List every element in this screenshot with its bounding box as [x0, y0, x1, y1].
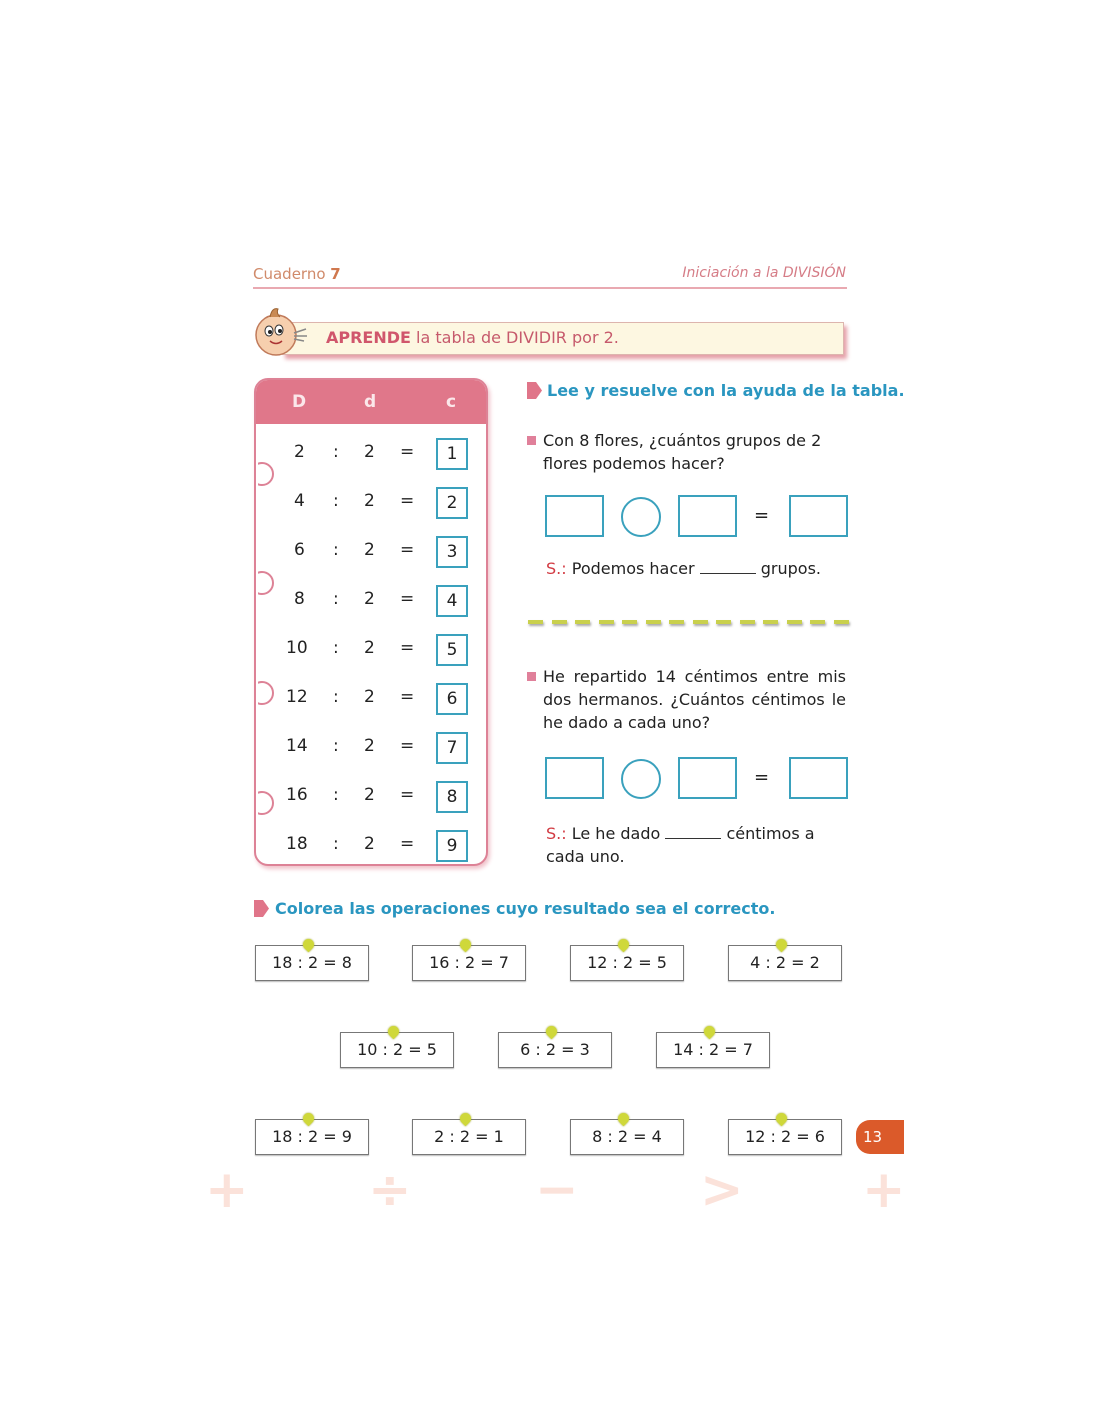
divider-dash: [693, 620, 708, 624]
problem1-solution: [546, 559, 821, 578]
cell-quotient: 7: [436, 732, 468, 764]
math-symbol-decoration: ÷: [368, 1160, 412, 1220]
divider-dash: [528, 620, 543, 624]
cell-quotient: 1: [436, 438, 468, 470]
table-row: [256, 434, 486, 474]
learn-banner-bold: APRENDE: [326, 328, 411, 347]
problem2-question: He repartido 14 céntimos entre mis dos hermanos. ¿Cuántos céntimos le he dado a cada uno?: [543, 667, 846, 732]
notebook-number: 7: [330, 265, 341, 283]
solution-label: S.:: [546, 559, 567, 578]
table-header: [256, 380, 486, 424]
cell-operator: :: [333, 687, 339, 707]
cell-dividend: 8: [294, 589, 305, 609]
table-row: [256, 483, 486, 523]
answer-circle-operator[interactable]: [621, 497, 661, 537]
divider-dash: [740, 620, 755, 624]
instruction-arrow-icon: [527, 382, 542, 399]
cell-operator: :: [333, 491, 339, 511]
cell-operator: :: [333, 785, 339, 805]
notebook-label: [253, 265, 341, 283]
cell-equals: =: [400, 834, 415, 854]
cell-quotient: 3: [436, 536, 468, 568]
cell-operator: :: [333, 589, 339, 609]
cell-equals: =: [400, 589, 415, 609]
table-row: [256, 777, 486, 817]
operation-note[interactable]: 12 : 2 = 5: [570, 945, 684, 981]
operation-note[interactable]: 4 : 2 = 2: [728, 945, 842, 981]
divider-dash: [810, 620, 825, 624]
operation-note[interactable]: 16 : 2 = 7: [412, 945, 526, 981]
cell-equals: =: [400, 491, 415, 511]
cell-operator: :: [333, 540, 339, 560]
cell-divisor: 2: [364, 442, 375, 462]
operation-note[interactable]: 14 : 2 = 7: [656, 1032, 770, 1068]
header-divisor: d: [364, 392, 377, 412]
cell-dividend: 2: [294, 442, 305, 462]
cell-quotient: 6: [436, 683, 468, 715]
notebook-label-text: Cuaderno: [253, 265, 326, 283]
answer-box-divisor[interactable]: [678, 757, 737, 799]
cell-divisor: 2: [364, 785, 375, 805]
table-row: [256, 728, 486, 768]
problem2-solution: [546, 822, 846, 868]
divider-dash: [763, 620, 778, 624]
operation-note[interactable]: 6 : 2 = 3: [498, 1032, 612, 1068]
operation-note[interactable]: 12 : 2 = 6: [728, 1119, 842, 1155]
cell-quotient: 5: [436, 634, 468, 666]
answer-box-result[interactable]: [789, 757, 848, 799]
answer-circle-operator[interactable]: [621, 759, 661, 799]
cell-dividend: 6: [294, 540, 305, 560]
cell-equals: =: [400, 736, 415, 756]
divider-dash: [787, 620, 802, 624]
divider-dash: [622, 620, 637, 624]
operation-note[interactable]: 18 : 2 = 8: [255, 945, 369, 981]
cell-equals: =: [400, 785, 415, 805]
table-row: [256, 581, 486, 621]
cell-quotient: 2: [436, 487, 468, 519]
solution-text-before: Podemos hacer: [571, 559, 695, 578]
divider-dash: [599, 620, 614, 624]
divider-dash: [834, 620, 849, 624]
operation-note[interactable]: 18 : 2 = 9: [255, 1119, 369, 1155]
cell-dividend: 4: [294, 491, 305, 511]
learn-banner-text: [326, 328, 619, 347]
cell-operator: :: [333, 638, 339, 658]
cell-equals: =: [400, 687, 415, 707]
cell-operator: :: [333, 736, 339, 756]
divider-dash: [669, 620, 684, 624]
cell-quotient: 8: [436, 781, 468, 813]
bullet-icon: [527, 672, 536, 681]
divider-dash: [552, 620, 567, 624]
divider-dash: [716, 620, 731, 624]
division-table: [254, 378, 488, 866]
table-row: [256, 826, 486, 866]
header-divider: [253, 287, 847, 289]
exercise2-instruction: Colorea las operaciones cuyo resultado sea el correcto.: [275, 899, 776, 918]
learn-banner-rest: la tabla de DIVIDIR por 2.: [410, 328, 619, 347]
divider-dash: [646, 620, 661, 624]
problem1-question: Con 8 flores, ¿cuántos grupos de 2 flores podemos hacer?: [543, 431, 822, 473]
header-dividend: D: [292, 392, 307, 412]
math-symbol-decoration: +: [205, 1160, 249, 1220]
cell-divisor: 2: [364, 540, 375, 560]
solution-text-after: grupos.: [760, 559, 821, 578]
cell-operator: :: [333, 834, 339, 854]
cell-divisor: 2: [364, 589, 375, 609]
cell-divisor: 2: [364, 638, 375, 658]
cell-dividend: 16: [286, 785, 308, 805]
cell-dividend: 14: [286, 736, 308, 756]
solution-label: S.:: [546, 824, 567, 843]
solution-blank[interactable]: [700, 573, 756, 574]
table-row: [256, 630, 486, 670]
math-symbol-decoration: +: [862, 1160, 906, 1220]
section-title: Iniciación a la DIVISIÓN: [682, 265, 846, 281]
cell-divisor: 2: [364, 736, 375, 756]
solution-blank[interactable]: [665, 838, 721, 839]
page-number: 13: [856, 1120, 904, 1154]
operation-note[interactable]: 8 : 2 = 4: [570, 1119, 684, 1155]
cell-dividend: 12: [286, 687, 308, 707]
instruction-arrow-icon: [254, 900, 269, 917]
cell-divisor: 2: [364, 687, 375, 707]
answer-box-dividend[interactable]: [545, 495, 604, 537]
operation-note[interactable]: 2 : 2 = 1: [412, 1119, 526, 1155]
cell-divisor: 2: [364, 834, 375, 854]
table-row: [256, 679, 486, 719]
divider-dash: [575, 620, 590, 624]
cell-quotient: 4: [436, 585, 468, 617]
math-symbol-decoration: −: [535, 1160, 579, 1220]
bullet-icon: [527, 436, 536, 445]
solution-text-after: céntimos a cada uno.: [546, 824, 815, 866]
math-symbol-decoration: >: [700, 1160, 744, 1220]
cell-equals: =: [400, 638, 415, 658]
answer-box-divisor[interactable]: [678, 495, 737, 537]
mascot-icon: [252, 303, 310, 359]
equals-sign: =: [754, 505, 770, 526]
cell-quotient: 9: [436, 830, 468, 862]
cell-equals: =: [400, 442, 415, 462]
operation-note[interactable]: 10 : 2 = 5: [340, 1032, 454, 1068]
cell-divisor: 2: [364, 491, 375, 511]
cell-dividend: 10: [286, 638, 308, 658]
cell-dividend: 18: [286, 834, 308, 854]
answer-box-dividend[interactable]: [545, 757, 604, 799]
solution-text-before: Le he dado: [571, 824, 661, 843]
equals-sign: =: [754, 767, 770, 788]
answer-box-result[interactable]: [789, 495, 848, 537]
cell-equals: =: [400, 540, 415, 560]
header-quotient: c: [446, 392, 457, 412]
exercise1-instruction: Lee y resuelve con la ayuda de la tabla.: [547, 381, 905, 400]
table-row: [256, 532, 486, 572]
cell-operator: :: [333, 442, 339, 462]
